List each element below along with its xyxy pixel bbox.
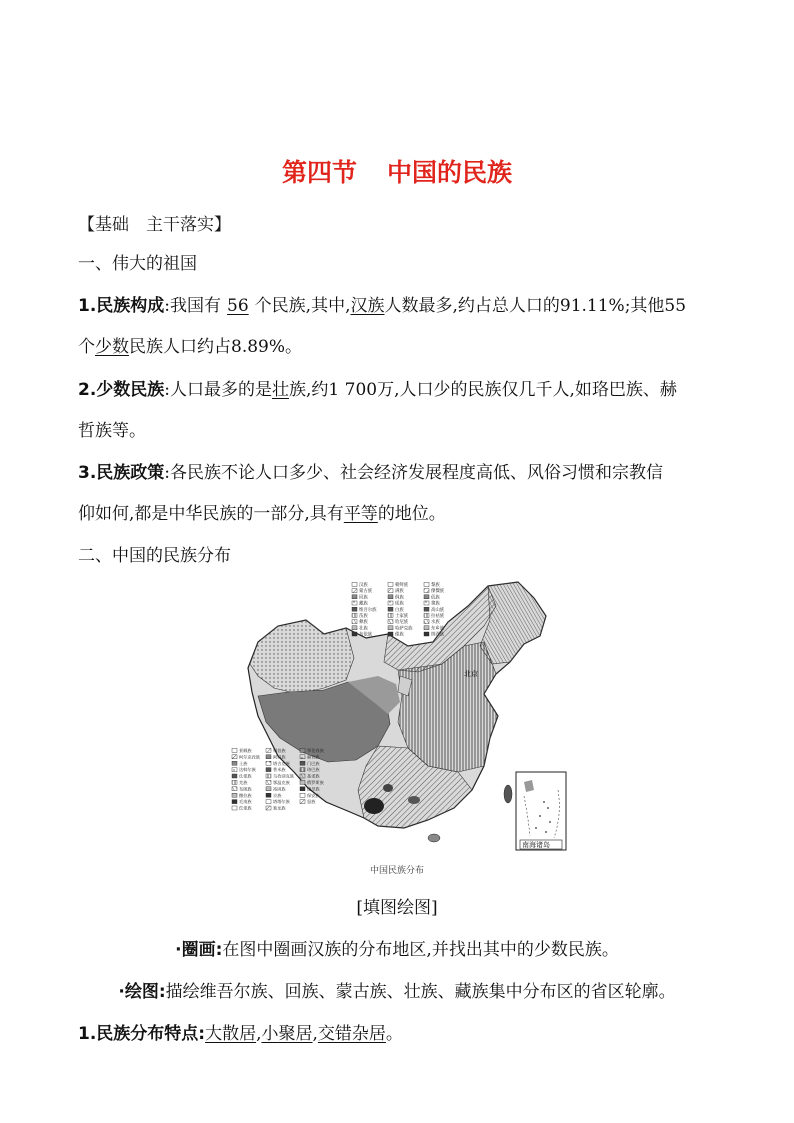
legend-top-right [352,581,445,638]
draw-task-label: ·绘图: [118,982,166,1002]
draw-task: ·绘图:描绘维吾尔族、回族、蒙古族、壮族、藏族集中分布区的省区轮廓。 [118,982,676,1002]
title-text: 中国的民族 [387,158,513,187]
legend-swatch [300,768,305,772]
blank-answer: 平等 [343,504,378,524]
item3-line1: 3.民族政策:各民族不论人口多少、社会经济发展程度高低、风俗习惯和宗教信 [78,463,664,483]
legend-label: 东乡族 [431,625,445,631]
item2-line1: 2.少数民族:人口最多的是壮族,约1 700万,人口少的民族仅几千人,如珞巴族、赫 [78,380,677,400]
legend-swatch [232,755,237,759]
legend-label: 水族 [431,619,440,625]
legend-label: 哈尼族 [395,619,409,625]
legend-swatch [424,626,429,630]
legend-label: 高山族 [431,606,445,612]
city-label-beijing: 北京 [464,671,478,678]
item3-label: 3.民族政策 [78,463,165,483]
item1-line2: 个少数民族人口约占8.89%。 [78,337,303,357]
legend-swatch [424,589,429,593]
legend-swatch [232,768,237,772]
legend-swatch [266,755,271,759]
legend-label: 普米族 [273,767,286,773]
legend-label: 拉祜族 [431,613,445,618]
legend-swatch [388,582,393,586]
blank-answer: 小聚居 [261,1024,313,1044]
legend-label: 朝鲜族 [395,582,409,587]
legend-label: 纳西族 [431,631,445,637]
legend-label: 彝族 [359,619,368,625]
item2-label: 2.少数民族 [78,380,165,400]
legend-swatch [352,613,357,617]
dist-label: 1.民族分布特点: [78,1024,206,1044]
legend-label: 白族 [395,606,404,612]
legend-swatch [300,800,305,804]
heading-1: 一、伟大的祖国 [78,254,197,274]
legend-swatch [388,620,393,624]
legend-label: 达斡尔族 [239,767,256,773]
item3-line2: 仰如何,都是中华民族的一部分,具有平等的地位。 [78,504,446,524]
legend-swatch [424,601,429,605]
legend-label: 布依族 [359,631,373,637]
legend-swatch [266,780,271,784]
legend-label: 佤族 [431,594,440,600]
china-ethnic-map [228,576,580,858]
legend-label: 珞巴族 [307,767,320,773]
legend-label: 独龙族 [273,805,286,811]
legend-label: 瑶族 [395,600,404,606]
legend-swatch [388,613,393,617]
legend-label: 鄂温克族 [273,780,290,785]
legend-label: 仫佬族 [239,773,252,779]
legend-swatch [232,748,237,752]
legend-label: 满族 [395,588,404,594]
legend-label: 苗族 [359,613,368,618]
legend-label: 傣族 [395,631,404,637]
legend-swatch [300,761,305,765]
legend-swatch [266,787,271,791]
legend-swatch [424,632,429,636]
legend-swatch [388,589,393,593]
legend-label: 赫哲族 [307,754,320,760]
legend-swatch [388,607,393,611]
legend-label: 毛南族 [239,799,252,805]
inset-label: 南海诸岛 [522,842,550,849]
legend-swatch [232,787,237,791]
legend-swatch [266,800,271,804]
legend-swatch [424,613,429,617]
legend-label: 阿昌族 [273,754,286,760]
legend-label: 仡佬族 [239,805,252,811]
legend-label: 京族 [273,792,282,798]
legend-label: 布朗族 [239,786,252,792]
legend-label: 汉族 [359,582,368,587]
legend-swatch [424,620,429,624]
circle-task-label: ·圈画: [175,940,223,960]
legend-label: 塔塔尔族 [273,799,290,805]
legend-swatch [352,589,357,593]
legend-label: 黎族 [431,582,440,587]
legend-label: 羌族 [239,780,248,785]
south-china-sea-inset [516,772,566,850]
legend-bottom-left [232,747,325,812]
legend-label: 傈僳族 [431,588,445,594]
legend-label: 塔吉克族 [273,760,290,766]
legend-swatch [300,774,305,778]
blank-answer: 大散居 [205,1024,257,1044]
legend-swatch [232,761,237,765]
legend-swatch [232,774,237,778]
item1-line1: 1.民族构成:我国有 56 个民族,其中,汉族人数最多,约占总人口的91.11%;其他55 [78,296,687,316]
blank-answer: 壮 [272,380,290,400]
legend-swatch [352,601,357,605]
legend-swatch [266,748,271,752]
legend-swatch [232,780,237,784]
legend-label: 侗族 [395,594,404,600]
dist-feature-line: 1.民族分布特点:大散居,小聚居,交错杂居。 [78,1024,403,1044]
legend-label: 维吾尔族 [359,606,377,612]
legend-label: 景颇族 [239,748,252,753]
legend-label: 乌孜别克族 [273,773,294,779]
blank-answer: 汉族 [350,296,385,316]
item1-label: 1.民族构成 [78,296,165,316]
legend-label: 门巴族 [307,760,320,766]
legend-swatch [266,806,271,810]
legend-swatch [232,793,237,797]
legend-label: 基诺族 [307,773,320,779]
legend-label: 畲族 [431,600,440,606]
legend-swatch [232,800,237,804]
legend-label: 土家族 [395,613,409,618]
legend-label: 藏族 [359,600,368,606]
legend-label: 土族 [239,760,248,766]
legend-swatch [352,632,357,636]
legend-label: 俄罗斯族 [307,780,324,785]
legend-label: 撒拉族 [239,792,252,798]
legend-swatch [388,601,393,605]
legend-label: 锡伯族 [273,748,286,753]
legend-swatch [424,607,429,611]
blank-answer: 交错杂居 [317,1024,386,1044]
map-caption: 中国民族分布 [369,866,424,876]
legend-label: 鄂伦春族 [307,748,324,753]
legend-label: 柯尔克孜族 [239,754,260,760]
legend-label: 怒族 [307,799,316,805]
fill-title: [填图绘图] [356,898,438,918]
item2-line2: 哲族等。 [78,421,146,441]
legend-swatch [300,787,305,791]
legend-label: 蒙古族 [359,588,373,594]
legend-swatch [424,595,429,599]
legend-label: 裕固族 [273,786,286,792]
legend-swatch [300,780,305,784]
blank-answer: 56 [227,296,249,316]
legend-swatch [388,595,393,599]
circle-task: ·圈画:在图中圈画汉族的分布地区,并找出其中的少数民族。 [175,940,619,960]
legend-label: 哈萨克族 [395,625,413,631]
legend-swatch [424,582,429,586]
legend-label: 壮族 [359,625,368,631]
legend-swatch [232,806,237,810]
legend-swatch [352,595,357,599]
legend-swatch [352,626,357,630]
legend-swatch [300,793,305,797]
legend-swatch [266,793,271,797]
section-tag: 【基础 主干落实】 [78,215,231,235]
legend-label: 保安族 [307,792,320,798]
page-title [0,153,794,189]
legend-label: 德昂族 [307,786,320,792]
legend-swatch [352,620,357,624]
heading-2: 二、中国的民族分布 [78,546,231,566]
legend-swatch [300,748,305,752]
legend-swatch [388,626,393,630]
legend-swatch [352,607,357,611]
blank-answer: 少数 [95,337,129,357]
legend-swatch [352,582,357,586]
legend-swatch [266,768,271,772]
legend-swatch [300,755,305,759]
legend-swatch [388,632,393,636]
title-section-number: 第四节 [281,158,357,187]
legend-label: 回族 [359,594,368,600]
legend-swatch [266,774,271,778]
legend-swatch [266,761,271,765]
